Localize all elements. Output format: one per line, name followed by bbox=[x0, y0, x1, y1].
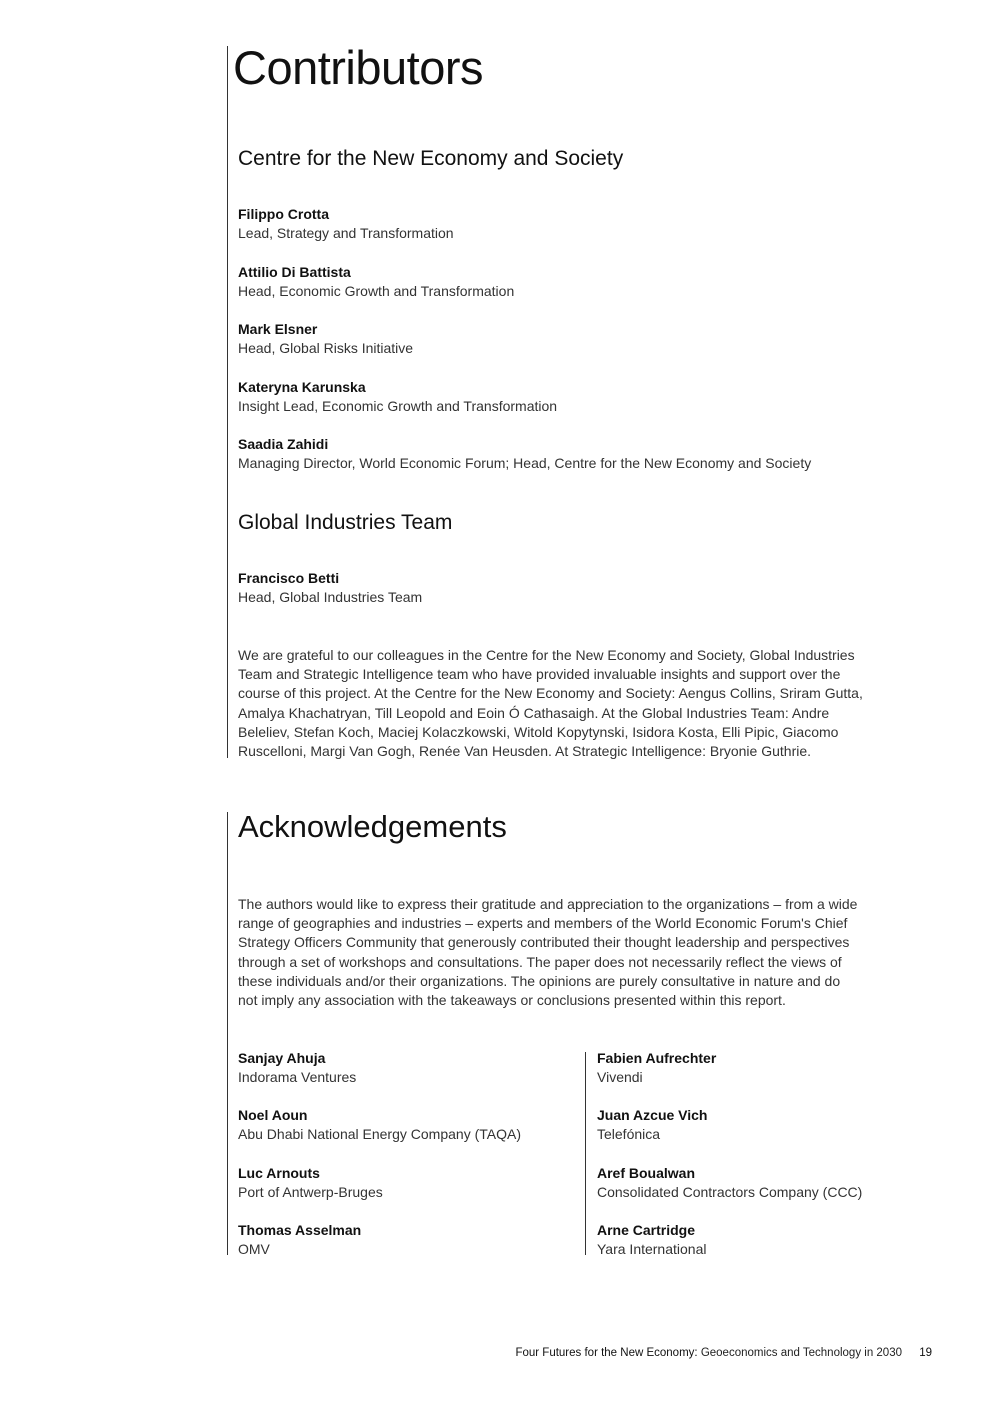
person-name: Francisco Betti bbox=[238, 570, 340, 586]
person-name: Aref Boualwan bbox=[597, 1165, 696, 1181]
person-organization: Abu Dhabi National Energy Company (TAQA) bbox=[238, 1126, 521, 1142]
person-name: Attilio Di Battista bbox=[238, 264, 351, 280]
person-role: Insight Lead, Economic Growth and Transformation bbox=[238, 398, 558, 414]
column-divider bbox=[585, 1052, 586, 1255]
person-role: Head, Global Industries Team bbox=[238, 589, 423, 605]
person-role: Head, Global Risks Initiative bbox=[238, 340, 414, 356]
paragraph-line: Beleliev, Stefan Koch, Maciej Kolaczkowski, Witold Kopytynski, Isidora Kosta, Elli Pipic, Giacomo bbox=[238, 723, 839, 740]
section-heading-cneas: Centre for the New Economy and Society bbox=[238, 147, 624, 170]
contributors-title: Contributors bbox=[233, 41, 483, 94]
contributor-entry bbox=[238, 205, 454, 243]
acknowledgee-entry bbox=[597, 1049, 716, 1087]
person-name: Saadia Zahidi bbox=[238, 436, 329, 452]
paragraph-line: The authors would like to express their gratitude and appreciation to the organizations – from a wide bbox=[238, 896, 858, 912]
person-name: Thomas Asselman bbox=[238, 1222, 362, 1238]
paragraph-line: range of geographies and industries – experts and members of the World Economic Forum's Chief bbox=[238, 915, 848, 932]
person-organization: Yara International bbox=[597, 1241, 707, 1257]
person-name: Kateryna Karunska bbox=[238, 379, 366, 395]
contributor-entry bbox=[238, 263, 514, 301]
report-title: Four Futures for the New Economy: bbox=[515, 1347, 698, 1359]
paragraph-line: Team and Strategic Intelligence team who have provided invaluable insights and support over the bbox=[238, 666, 841, 683]
contributor-entry bbox=[238, 320, 413, 358]
contributor-entry bbox=[238, 435, 811, 473]
person-name: Noel Aoun bbox=[238, 1107, 308, 1123]
section-heading-global-industries: Global Industries Team bbox=[238, 511, 453, 534]
acknowledgee-entry bbox=[597, 1106, 707, 1144]
person-name: Fabien Aufrechter bbox=[597, 1050, 717, 1066]
person-organization: Port of Antwerp-Bruges bbox=[238, 1184, 383, 1200]
person-role: Head, Economic Growth and Transformation bbox=[238, 283, 515, 299]
person-role: Managing Director, World Economic Forum; Head, Centre for the New Economy and Society bbox=[238, 455, 812, 471]
acknowledgee-entry bbox=[238, 1049, 356, 1087]
person-organization: Indorama Ventures bbox=[238, 1069, 357, 1085]
contributor-entry bbox=[238, 569, 422, 607]
person-organization: Telefónica bbox=[597, 1126, 661, 1142]
person-name: Filippo Crotta bbox=[238, 206, 329, 222]
person-organization: OMV bbox=[238, 1241, 270, 1257]
paragraph-line: Ruscelloni, Margi Van Gogh, Renée Van Heusden. At Strategic Intelligence: Bryonie Guthrie. bbox=[238, 743, 812, 760]
page-number: 19 bbox=[919, 1347, 932, 1359]
acknowledgee-entry bbox=[238, 1106, 521, 1144]
paragraph-line: these individuals and/or their organizations. The opinions are purely consultative in nature and do bbox=[238, 972, 841, 989]
acknowledgements-title: Acknowledgements bbox=[238, 809, 507, 844]
person-name: Arne Cartridge bbox=[597, 1222, 696, 1238]
acknowledgee-entry bbox=[597, 1164, 862, 1202]
acknowledgee-entry bbox=[597, 1221, 706, 1259]
person-role: Lead, Strategy and Transformation bbox=[238, 225, 454, 241]
acknowledgements-rule bbox=[227, 812, 228, 1255]
paragraph-line: Amalya Khachatryan, Till Leopold and Eoin Ó Cathasaigh. At the Global Industries Team: Andre bbox=[238, 704, 830, 721]
gratitude-paragraph bbox=[238, 646, 928, 761]
paragraph-line: course of this project. At the Centre for the New Economy and Society: Aengus Collins, Sriram Gutta, bbox=[238, 685, 863, 702]
paragraph-line: We are grateful to our colleagues in the Centre for the New Economy and Society, Global Industries bbox=[238, 647, 855, 663]
contributors-rule bbox=[227, 46, 228, 758]
person-organization: Consolidated Contractors Company (CCC) bbox=[597, 1184, 863, 1200]
acknowledgee-entry bbox=[238, 1164, 383, 1202]
person-name: Mark Elsner bbox=[238, 321, 318, 337]
paragraph-line: Strategy Officers Community that generously contributed their thought leadership and perspectives bbox=[238, 934, 850, 951]
paragraph-line: through a set of workshops and consultations. The paper does not necessarily reflect the views of bbox=[238, 953, 842, 970]
contributor-entry bbox=[238, 378, 557, 416]
person-name: Sanjay Ahuja bbox=[238, 1050, 326, 1066]
person-name: Juan Azcue Vich bbox=[597, 1107, 708, 1123]
acknowledgements-intro bbox=[238, 895, 928, 1010]
person-organization: Vivendi bbox=[597, 1069, 643, 1085]
page-footer bbox=[515, 1347, 932, 1359]
report-subtitle: Geoeconomics and Technology in 2030 bbox=[700, 1347, 902, 1359]
person-name: Luc Arnouts bbox=[238, 1165, 320, 1181]
acknowledgee-entry bbox=[238, 1221, 361, 1259]
paragraph-line: not imply any association with the takeaways or conclusions presented within this report. bbox=[238, 992, 786, 1009]
